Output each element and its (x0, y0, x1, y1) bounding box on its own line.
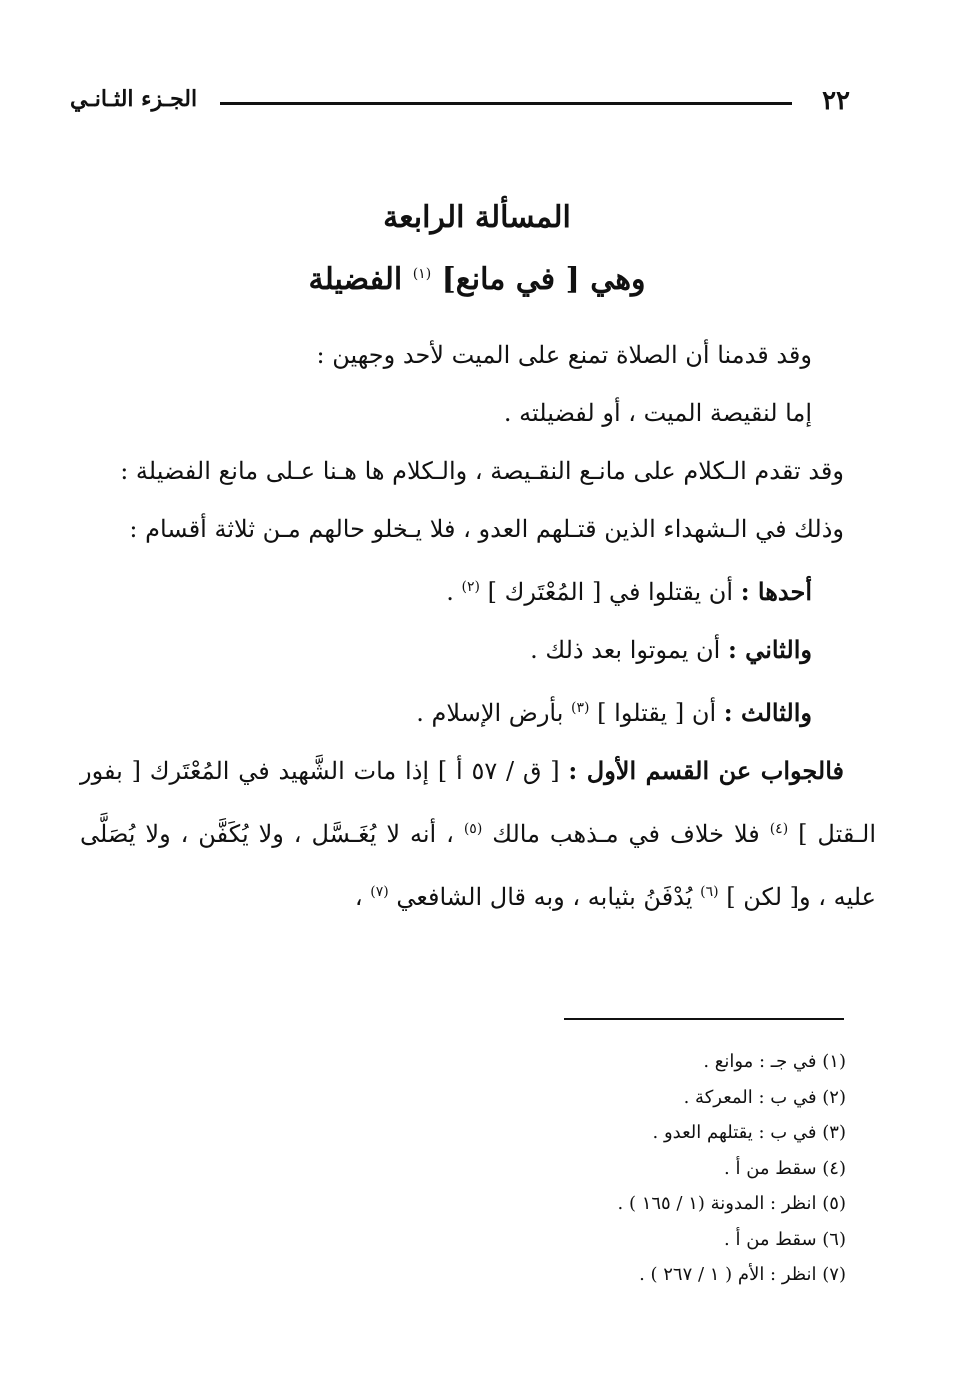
paragraph-7-end: بأرض الإسلام . (416, 699, 564, 727)
footnote-5: (٥) انظر : المدونة (١ / ١٦٥ ) . (617, 1193, 846, 1214)
paragraph-7-lead: والثالث : (723, 698, 812, 727)
footnote-7: (٧) انظر : الأم ( ١ / ٢٦٧ ) . (639, 1264, 846, 1285)
page-number: ٢٢ (822, 86, 850, 116)
paragraph-6-lead: والثاني : (727, 635, 812, 664)
paragraph-5-end: . (446, 578, 454, 606)
subtitle-prefix: وهي [ في مانع] (441, 262, 646, 297)
paragraph-6-text: أن يموتوا بعد ذلك . (530, 636, 721, 664)
paragraph-8-part-e: ، (354, 883, 363, 911)
footnote-2: (٢) في ب : المعركة . (683, 1086, 846, 1108)
paragraph-8-part-d: يُدْفَنُ بثيابه ، وبه قال الشافعي (396, 883, 693, 911)
footnote-ref-5: (٥) (463, 821, 483, 837)
paragraph-8 (80, 742, 876, 926)
paragraph-8-part-b: فلا خلاف في مـذهب مالك (492, 820, 760, 848)
paragraph-7 (80, 679, 844, 742)
section-title: المسألة الرابعة (383, 200, 571, 235)
subtitle-suffix: الفضيلة (308, 262, 403, 297)
footnote-3: (٣) في ب : يقتلهم العدو . (652, 1122, 846, 1143)
paragraph-6 (80, 621, 844, 679)
paragraph-8-lead: فالجواب عن القسم الأول : (568, 756, 844, 785)
footnote-separator (564, 1018, 844, 1020)
paragraph-2: إما لنقيصة الميت ، أو لفضيلته . (503, 399, 812, 427)
paragraph-4: وذلك في الـشهداء الذين قتـلهم العدو ، فلا يـخلو حالهم مـن ثلاثة أقسام : (129, 515, 844, 543)
footnote-ref-4: (٤) (769, 821, 789, 837)
footnotes (80, 1044, 846, 1293)
paragraph-8-part-c: ، أنه لا يُغَـسَّل ، ولا يُكَفَّن ، ولا يُصَلَّى عليه ، و[ لكن ] (80, 820, 876, 911)
paragraph-1: وقد قدمنا أن الصلاة تمنع على الميت لأحد وجهين : (316, 341, 812, 369)
paragraph-5-lead: أحدها : (740, 577, 812, 606)
footnote-ref-2: (٢) (461, 579, 480, 595)
footnote-6: (٦) سقط من أ . (724, 1228, 846, 1250)
footnote-ref-6: (٦) (700, 884, 719, 900)
footnote-1: (١) في جـ : موانع . (703, 1051, 846, 1072)
paragraph-5 (80, 558, 844, 621)
paragraph-5-text: أن يقتلوا في [ المُعْتَرك ] (487, 578, 734, 606)
footnote-ref-3: (٣) (571, 700, 590, 716)
paragraph-8-part-a: [ ق / ٥٧ أ ] إذا مات الشَّهيد في المُعْتَرك [ بفور الـقتل ] (80, 757, 877, 848)
paragraph-7-text: أن [ يقتلوا ] (597, 699, 717, 727)
header-rule (220, 102, 792, 105)
paragraph-3: وقد تقدم الـكلام على مانـع النقـيصة ، والـكلام ها هـنا عـلى مانع الفضيلة : (120, 457, 844, 485)
body-text (80, 326, 877, 926)
footnote-ref-7: (٧) (370, 884, 389, 900)
footnote-ref-1: (١) (412, 266, 432, 282)
running-title: الجـزء الثـانـي (70, 86, 198, 112)
section-subtitle (0, 262, 954, 297)
footnote-4: (٤) سقط من أ . (724, 1157, 846, 1179)
page-header (70, 84, 850, 124)
